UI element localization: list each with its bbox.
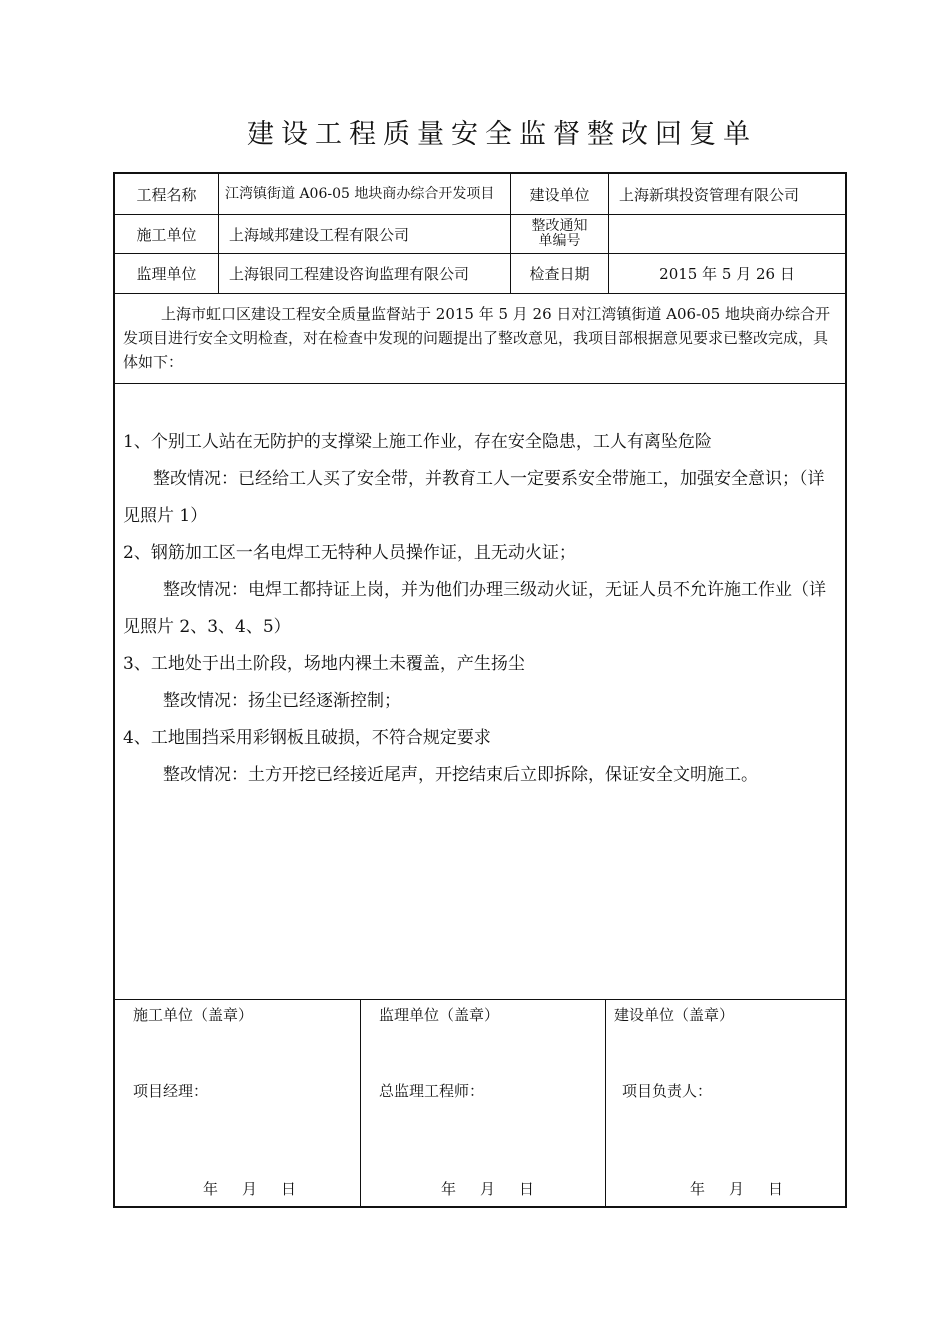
form-table [113,172,847,1208]
project-name-value: 江湾镇街道 A06-05 地块商办综合开发项目 [219,174,511,215]
signature-role: 项目负责人： [622,1082,713,1100]
issue-fix: 整改情况：土方开挖已经接近尾声，开挖结束后立即拆除，保证安全文明施工。 [163,765,758,785]
signature-date [203,1178,296,1199]
signature-unit: 监理单位（盖章） [379,1006,500,1024]
signature-unit: 施工单位（盖章） [133,1006,254,1024]
date-month: 月 [729,1180,745,1198]
signature-role: 总监理工程师： [379,1082,485,1100]
issue-fix: 整改情况：电焊工都持证上岗，并为他们办理三级动火证，无证人员不允许施工作业（详见照片 2、3、4、5） [123,580,826,637]
supervisor-label: 监理单位 [115,254,219,294]
rectification-list [115,384,845,1000]
signature-owner [606,1000,845,1206]
inspection-date-value: 2015 年 5 月 26 日 [609,254,845,294]
date-day: 日 [281,1180,297,1198]
inspection-date-label: 检查日期 [511,254,609,294]
signature-date [441,1178,534,1199]
signature-unit: 建设单位（盖章） [614,1006,735,1024]
date-month: 月 [480,1180,496,1198]
contractor-label: 施工单位 [115,215,219,254]
intro-paragraph: 上海市虹口区建设工程安全质量监督站于 2015 年 5 月 26 日对江湾镇街道 A06-05 地块商办综合开发项目进行安全文明检查，对在检查中发现的问题提出了整改意见，我项目部根据意见要求已整改完成，具体如下： [115,294,845,384]
project-name-label: 工程名称 [115,174,219,215]
issue-fix: 整改情况：扬尘已经逐渐控制； [163,691,401,711]
issue-problem: 4、工地围挡采用彩钢板且破损，不符合规定要求 [123,728,491,748]
date-day: 日 [768,1180,784,1198]
issue-fix: 整改情况：已经给工人买了安全带，并教育工人一定要系安全带施工，加强安全意识；（详见照片 1） [123,469,825,526]
issue-problem: 3、工地处于出土阶段，场地内裸土未覆盖，产生扬尘 [123,654,525,674]
notice-number-value [609,215,845,254]
owner-label: 建设单位 [511,174,609,215]
notice-number-label: 整改通知单编号 [511,215,609,254]
supervisor-value: 上海银同工程建设咨询监理有限公司 [219,254,511,294]
date-year: 年 [441,1180,457,1198]
issue-problem: 2、钢筋加工区一名电焊工无特种人员操作证，且无动火证； [123,543,576,563]
owner-value: 上海新琪投资管理有限公司 [609,174,845,215]
signature-supervisor [361,1000,606,1206]
contractor-value: 上海域邦建设工程有限公司 [219,215,511,254]
issue-problem: 1、个别工人站在无防护的支撑梁上施工作业，存在安全隐患，工人有离坠危险 [123,432,712,452]
page-title: 建设工程质量安全监督整改回复单 [247,119,757,150]
date-year: 年 [690,1180,706,1198]
date-year: 年 [203,1180,219,1198]
signature-date [690,1178,783,1199]
signature-role: 项目经理： [133,1082,209,1100]
date-month: 月 [242,1180,258,1198]
date-day: 日 [519,1180,535,1198]
signature-contractor [115,1000,361,1206]
